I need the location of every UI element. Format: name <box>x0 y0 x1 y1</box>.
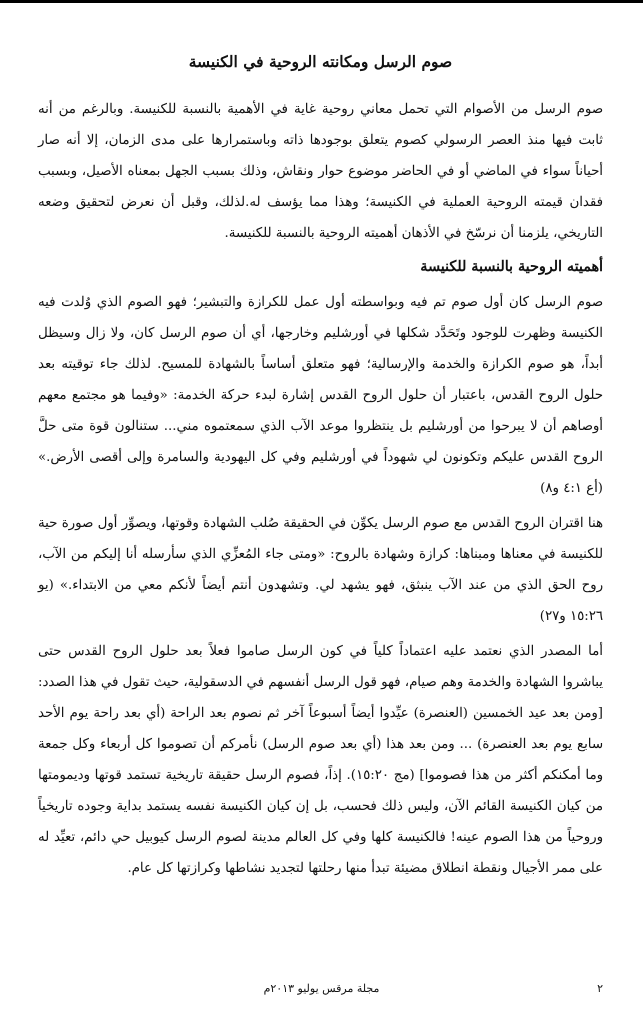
page-number: ٢ <box>597 982 603 995</box>
section-heading: أهميته الروحية بالنسبة للكنيسة <box>420 259 603 275</box>
article-title: صوم الرسل ومكانته الروحية في الكنيسة <box>188 52 453 71</box>
intro-paragraph: صوم الرسل من الأصوام التي تحمل معاني روحية غاية في الأهمية بالنسبة للكنيسة. وبالرغم من أنه ثابت فيها منذ العصر الرسولي كصوم يتعلق بوجودها ذاته وباستمرارها على مدى الزمان، إلا أنه صار أحياناً سواء في الماضي أو في الحاضر موضوع حوار ونقاش، وذلك بسبب الجهل بمعناه الأصيل، وبسبب فقدان قيمته الروحية العملية في الكنيسة؛ وهذا مما يؤسف له.لذلك، وقبل أن نعرض لتحقيق وضعه التاريخي، يلزمنا أن نرسّخ في الأذهان أهميته الروحية بالنسبة للكنيسة. <box>38 102 603 241</box>
paragraph-3: هنا اقتران الروح القدس مع صوم الرسل يكوِّن في الحقيقة صُلب الشهادة وقوتها، ويصوِّر أول صورة حية للكنيسة في معناها ومبناها: كرازة وشهادة بالروح: «ومتى جاء المُعزِّي الذي سأرسله أنا إليكم من الآب، روح الحق الذي من عند الآب ينبثق، فهو يشهد لي. وتشهدون أنتم أيضاً لأنكم معي من الابتداء.» (يو ١٥:٢٦ و٢٧) <box>38 516 603 624</box>
paragraph-4: أما المصدر الذي نعتمد عليه اعتماداً كلياً في كون الرسل صاموا فعلاً بعد حلول الروح القدس حتى يباشروا الشهادة والخدمة وهم صيام، فهو قول الرسل أنفسهم في الدسقولية، حيث تقول في هذا الصدد: [ومن بعد عيد الخمسين (العنصرة) عيِّدوا أيضاً أسبوعاً آخر ثم نصوم بعد الراحة (أي بعد راحة يوم الأحد سابع يوم بعد العنصرة) ... ومن بعد هذا (أي بعد صوم الرسل) نأمركم أن تصوموا كل أربعاء وكل جمعة وما أمكنكم أكثر من هذا فصوموا] (مج ١٥:٢٠). إذاً، فصوم الرسل حقيقة تاريخية تستمد قوتها وديمومتها من كيان الكنيسة القائم الآن، وليس ذلك فحسب، بل إن كيان الكنيسة نفسه يستمد بداية وجوده تاريخياً وروحياً من هذا الصوم عينه! فالكنيسة كلها وفي كل العالم مدينة لصوم الرسل كيوبيل حي دائم، تعيِّد له على ممر الأجيال ونقطة انطلاق مضيئة تبدأ منها رحلتها لتجديد نشاطها وكرازتها كل عام. <box>38 644 603 876</box>
journal-name: مجلة مرقس يوليو ٢٠١٣م <box>263 982 380 995</box>
paragraph-2: صوم الرسل كان أول صوم تم فيه وبواسطته أول عمل للكرازة والتبشير؛ فهو الصوم الذي وُلدت فيه الكنيسة وظهرت للوجود وتَحَدَّد شكلها في أورشليم وخارجها، أي أن صوم الرسل كان، ولا زال وسيظل أبداً، هو صوم الكرازة والخدمة والإرسالية؛ فهو متعلق أساساً بالشهادة للمسيح. لذلك جاء توقيته بعد حلول الروح القدس، باعتبار أن حلول الروح القدس إشارة لبدء حركة الخدمة: «وفيما هو مجتمع معهم أوصاهم أن لا يبرحوا من أورشليم بل ينتظروا موعد الآب الذي سمعتموه مني... ستنالون قوة متى حلَّ الروح القدس عليكم وتكونون لي شهوداً في أورشليم وفي كل اليهودية والسامرة وإلى أقصى الأرض.» (أع ٤:١ و٨) <box>38 295 603 496</box>
